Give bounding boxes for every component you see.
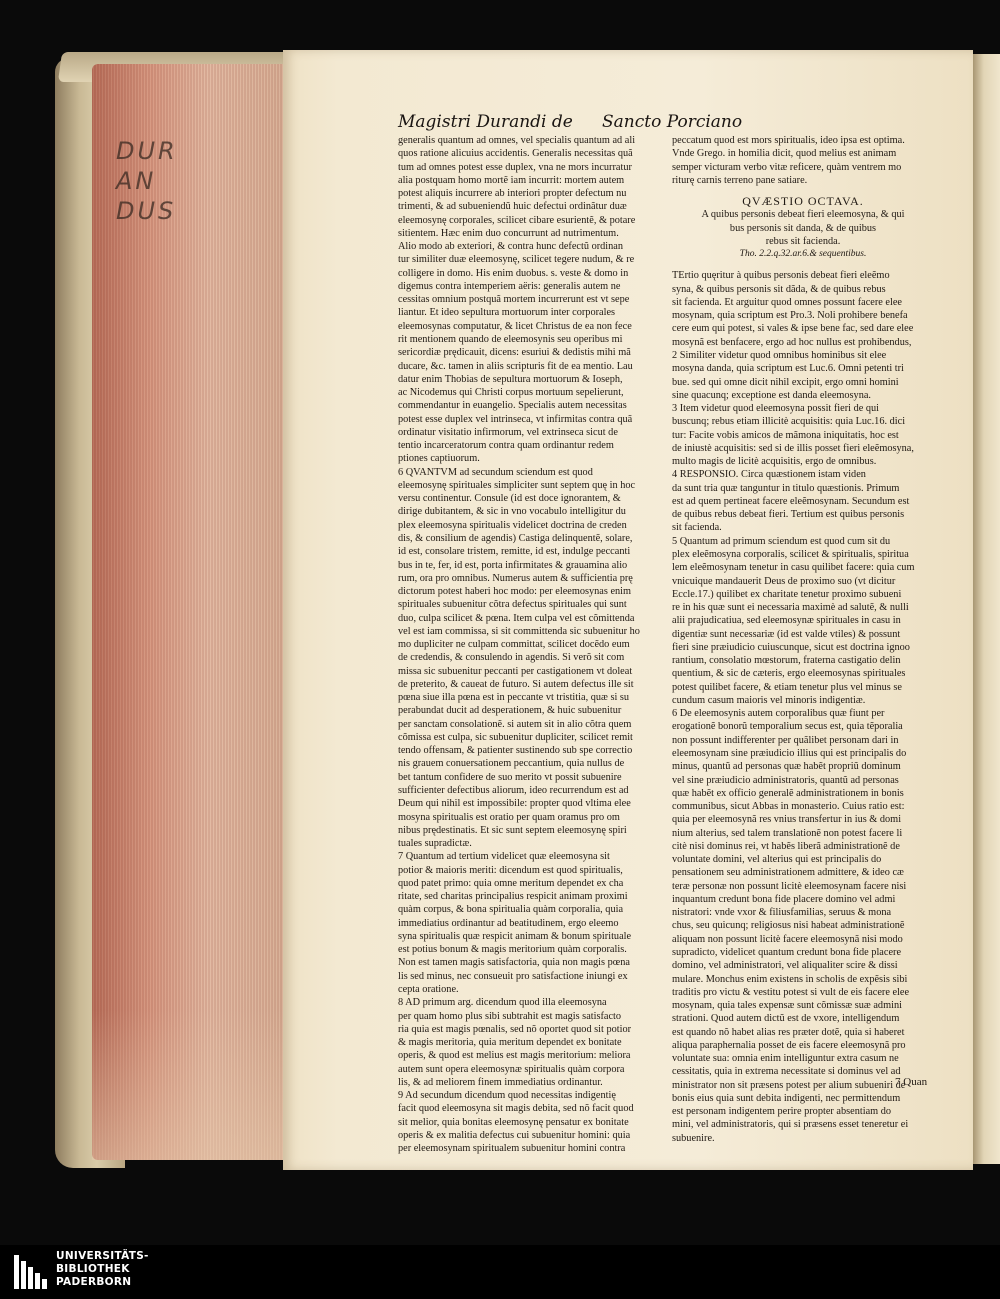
text-line: communibus, sicut Abbas in monasterio. Cuius ratio est: <box>672 801 905 813</box>
text-line: eleemosynam sine præiudicio illius qui est principalis do <box>672 747 907 759</box>
text-line: bus personis sit danda, & de quibus <box>729 222 877 234</box>
text-line: est personam indigentem perire propter absentiam do <box>672 1106 892 1118</box>
text-line: Vnde Grego. in homilia dicit, quod melius est animam <box>672 148 897 160</box>
left-text-column <box>398 134 662 1155</box>
text-line: nibus prędestinatis. Et sic sunt septem eleemosynę spiri <box>398 824 627 836</box>
text-line: versu continentur. Consule (id est doce ignorantem, & <box>398 493 621 505</box>
text-line: quia per eleemosynã res vnius transfertur in ius & domi <box>672 814 902 826</box>
text-line: cõmissa est culpa, sic subuenitur dupliciter, scilicet remit <box>398 731 633 743</box>
text-line: plex eleẽmosyna corporalis, scilicet & spiritualis, spiritua <box>672 549 909 560</box>
text-line: commendantur in euangelio. Specialis autem necessitas <box>398 400 627 412</box>
text-line: multo magis de licitè acquisitis, ergo de omnibus. <box>672 456 877 468</box>
text-line: operis, & quod est melius est magis meritorium: meliora <box>398 1050 631 1062</box>
text-line: lis, & ad meliorem finem immediatius ordinantur. <box>398 1076 603 1088</box>
text-line: 6 De eleemosynis autem corporalibus quæ fiunt per <box>672 708 885 720</box>
text-line: de quibus rebus debeat fieri. Tertium est quibus personis <box>672 509 905 521</box>
text-line: ptiones captiuorum. <box>398 453 480 465</box>
text-line: pœna siue illa pœna est in peccante vt tristitia, quæ si su <box>398 692 630 704</box>
text-line: da sunt tria quæ tanguntur in titulo quæstionis. Primum <box>672 482 900 494</box>
text-line: per eleemosynam spiritualem subuenitur homini contra <box>398 1143 626 1155</box>
text-line: cundum casum maioris vel minoris indigentiæ. <box>672 694 866 706</box>
text-line: 6 QVANTVM ad secundum sciendum est quod <box>398 466 593 478</box>
text-line: eleemosynę spirituales simpliciter sunt septem quę in hoc <box>398 479 636 491</box>
text-line: eleemosynę corporales, scilicet cibare esurientẽ, & potare <box>398 214 636 226</box>
page-fore-edge <box>92 64 287 1160</box>
university-library-logo-icon <box>12 1251 50 1293</box>
text-line: ac Nicodemus qui Christi corpus mortuum sepelierunt, <box>398 387 624 399</box>
text-line: immediatius ordinantur ad beatitudinem, ergo eleemo <box>398 917 619 929</box>
running-head-left: Magistri Durandi de <box>398 112 573 132</box>
text-line: tendo offensam, & patienter sustinendo sub spe correctio <box>398 745 633 757</box>
library-name-line3: PADERBORN <box>56 1276 132 1288</box>
text-line: minus, quantũ ad personas quæ habẽt propriũ dominum <box>672 761 901 773</box>
text-line: bonis eius quia sunt debita indigenti, nec permittendum <box>672 1092 901 1104</box>
text-line: cere eum qui potest, si vales & ipse bene fac, sed dare elee <box>672 323 914 335</box>
text-line: buscunq; rebus etiam illicitè acquisitis: quia Luc.16. dici <box>672 416 906 428</box>
text-line: ducare, &c. tamen in aliis scripturis fit de ea mentio. Lau <box>398 360 633 372</box>
text-line: tuales supradictæ. <box>398 838 472 850</box>
library-name-line2: BIBLIOTHEK <box>56 1263 130 1275</box>
text-line: sericordiæ prędicauit, dicens: esuriui & dedistis mihi mã <box>398 347 631 359</box>
library-name-line1: UNIVERSITÄTS- <box>56 1250 149 1262</box>
text-line: de preterito, & caueat de futuro. Si autem defectus ille sit <box>398 678 634 690</box>
text-line: peccatum quod est mors spiritualis, ideo ipsa est optima. <box>672 135 905 146</box>
library-name <box>56 1250 149 1289</box>
text-line: ria quia est magis pœnalis, sed nõ oportet quod sit potior <box>398 1023 632 1035</box>
text-line: potior & maioris meriti: dicendum est quod spiritualis, <box>398 864 623 876</box>
text-line: mosynam, quia tales expensæ sunt cõmissæ suæ admini <box>672 1000 902 1012</box>
text-line: alia postquam homo mortẽ iam incurrit: mortem autem <box>398 174 625 186</box>
text-line: bet tantum confidere de suo merito vt possit subuenire <box>398 771 622 783</box>
quaestio-title: QVÆSTIO OCTAVA. <box>742 194 864 209</box>
text-line: nis grauem conuersationem peccantium, quia nullus de <box>398 758 625 770</box>
text-line: operis & ex malitia defectus cui subuenitur homini: quia <box>398 1129 631 1141</box>
library-footer <box>0 1245 1000 1299</box>
text-line: spirituales subuenitur cõtra defectus spirituales qui sunt <box>398 599 627 611</box>
catchword: 7 Quan <box>895 1076 928 1088</box>
text-line: rit mentionem quando de eleemosynis seu operibus mi <box>398 333 623 345</box>
text-line: re in his quæ sunt ei necessaria maximè ad salutẽ, & nulli <box>672 602 909 614</box>
text-line: fieri sine præiudicio cuiuscunque, sicut est doctrina ignoo <box>672 641 910 653</box>
text-line: syna, & quibus personis sit dãda, & de quibus rebus <box>672 283 886 295</box>
text-line: duo, culpa scilicet & pœna. Item culpa vel est cõmittenda <box>398 612 635 624</box>
text-line: sitientem. Hæc enim duo concurrunt ad nutrimentum. <box>398 227 619 239</box>
text-line: eleemosynas computatur, & licet Christus de ea non fece <box>398 320 632 332</box>
text-line: generalis quantum ad omnes, vel specialis quantum ad ali <box>398 135 636 146</box>
text-line: voluntate domini, vel alterius qui est principalis do <box>672 854 882 866</box>
text-line: sit facienda. <box>672 522 722 534</box>
text-line: quentium, & sic de cæteris, ergo eleemosynas spirituales <box>672 668 906 680</box>
text-line: Alio modo ab exteriori, & contra hunc defectũ ordinan <box>398 241 624 253</box>
text-line: erogationẽ bonorũ temporalium secus est, quia tẽporalia <box>672 721 903 733</box>
text-line: nistratori: vnde vxor & filiusfamilias, seruus & mona <box>672 907 892 919</box>
text-line: datur enim Thobias de sepultura mortuorum & Ioseph, <box>398 373 623 385</box>
text-line: A quibus personis debeat fieri eleemosyna, & qui <box>701 209 905 221</box>
text-line: autem sunt opera eleemosynæ spiritualis quàm corpora <box>398 1063 625 1075</box>
text-line: Deum qui nihil est impossibile: propter quod vltima elee <box>398 798 631 810</box>
text-line: tum ad omnes potest esse duplex, vna ne mors incurratur <box>398 161 632 173</box>
text-line: vel est iam commissa, si sit committenda sic subuenitur ho <box>398 625 640 637</box>
quaestio-reference: Tho. 2.2.q.32.ar.6.& sequentibus. <box>739 249 867 260</box>
text-line: vel sine præiudicio administratoris, quantũ ad personas <box>672 774 899 786</box>
text-line: lis sed minus, nec consueuit pro satisfactione iniungi ex <box>398 970 628 982</box>
text-line: bus in te, fer, id est, porta infirmitates & grauamina alio <box>398 559 628 571</box>
text-line: vnicuique mandauerit Deus de proximo suo (vt dicitur <box>672 575 896 587</box>
text-line: mulare. Monchus enim existens in scholis de expẽsis sibi <box>672 973 908 985</box>
text-line: ordinatur visitatio infirmorum, vel extrinseca sicut de <box>398 426 618 438</box>
text-line: plex eleemosyna spiritualis videlicet doctrina de creden <box>398 519 627 531</box>
text-line: 8 AD primum arg. dicendum quod illa eleemosyna <box>398 997 607 1009</box>
text-line: subuenire. <box>672 1132 715 1144</box>
text-line: id est, consolare tristem, remitte, id est, indulge peccanti <box>398 546 631 558</box>
text-line: tentio incarceratorum contra quam ordinantur redem <box>398 440 614 452</box>
text-line: syna spiritualis quæ respicit animam & bonum spirituale <box>398 930 632 942</box>
text-line: sine quacunq; exceptione est danda eleemosyna. <box>672 389 871 401</box>
text-line: rantium, consolatio mœstorum, fraterna castigatio delin <box>672 655 901 667</box>
text-line: liantur. Et ideo sepultura mortuorum inter corporales <box>398 307 616 319</box>
text-line: de iniustè acquisitis: sed si de illis posset fieri eleẽmosyna, <box>672 442 914 454</box>
text-line: dis, & consilium de agendis) Castiga delinquentẽ, solare, <box>398 532 633 544</box>
text-line: chus, seu quicunq; religiosus nisi habeat administrationẽ <box>672 920 905 932</box>
right-column-continuation <box>672 134 934 187</box>
text-line: semper victuram verbo vitæ reficere, quàm ventrem mo <box>672 161 902 173</box>
text-line: mosyna danda, quia scriptum est Luc.6. Omni petenti tri <box>672 363 904 375</box>
text-line: sit facienda. Et arguitur quod omnes possunt facere elee <box>672 296 902 308</box>
text-line: est ad quem pertineat facere eleẽmosynam. Secundum est <box>672 495 910 507</box>
text-line: mini, vel administratoris, qui si præsens esset teneretur ei <box>672 1119 909 1131</box>
text-line: digemus contra intemperiem aëris: generalis autem ne <box>398 280 621 292</box>
text-line: per sanctam consolationẽ. si autem sit in alio cõtra quem <box>398 718 632 730</box>
text-line: lem eleẽmosynam tenetur in casu quilibet facere: quia cum <box>672 562 915 574</box>
text-line: potest aliquis incurrere ab interiori propter defectum nu <box>398 188 627 200</box>
facing-page-edge <box>973 54 1000 1164</box>
text-line: quod patet primo: quia omne meritum dependet ex cha <box>398 877 624 889</box>
text-line: potest quilibet facere, & etiam tenetur plus vel minus se <box>672 681 902 693</box>
text-line: aliqua paraphernalia posset de eis facere eleemosynã pro <box>672 1039 906 1051</box>
text-line: est potius bonum & magis meritorium quàm corporalis. <box>398 944 627 956</box>
text-line: riturę carnis terreno pane satiare. <box>672 174 808 186</box>
text-line: ritate, sed charitas principalius respicit animam proximi <box>398 891 628 903</box>
text-line: quæ habẽt ex officio generalẽ administrationem in bonis <box>672 787 904 799</box>
text-line: inquantum credunt bona fide placere domino vel admi <box>672 893 896 905</box>
text-line: rebus sit facienda. <box>765 235 841 247</box>
text-line: pensationem seu administrationem admittere, & ideo cæ <box>672 867 904 879</box>
text-line: 9 Ad secundum dicendum quod necessitas indigentię <box>398 1090 616 1102</box>
text-line: dictorum potest haberi hoc modo: per eleemosynas enim <box>398 586 632 598</box>
text-line: per quam homo plus sibi subtrahit est magis satisfacto <box>398 1010 622 1022</box>
text-line: quos ratione alicuius accidentis. Generalis necessitas quã <box>398 148 633 160</box>
right-text-column <box>672 134 934 1145</box>
text-line: strationi. Quod autem dictũ est de vxore, intelligendum <box>672 1013 900 1025</box>
text-line: citè nisi dominus rei, vt habẽs liberã administrationẽ de <box>672 840 900 852</box>
text-line: quàm corpus, & bona spiritualia quàm corporalia, quia <box>398 904 624 916</box>
text-line: 5 Quantum ad primum sciendum est quod cum sit du <box>672 535 891 547</box>
text-line: mosynam, quia scriptum est Pro.3. Noli prohibere benefa <box>672 310 908 322</box>
text-line: TErtio quęritur à quibus personis debeat fieri eleẽmo <box>672 270 890 282</box>
text-line: cessitatis, quia in extrema necessitate si dominus vel ad <box>672 1066 901 1078</box>
quaestio-subtitle <box>672 208 934 248</box>
text-line: rum, ora pro omnibus. Numerus autem & sufficientia prę <box>398 572 633 584</box>
text-line: 3 Item videtur quod eleemosyna possit fieri de qui <box>672 403 880 415</box>
text-line: missa sic subuenitur peccanti per castigationem vt doleat <box>398 665 633 677</box>
text-line: traditis pro victu & vestitu potest si vult de eis facere elee <box>672 986 910 998</box>
text-line: & magis meritoria, quia meritum dependet ex bonitate <box>398 1037 622 1049</box>
text-line: dirige dubitantem, & sic in vno vocabulo intelligitur du <box>398 506 626 518</box>
text-line: 2 Similiter videtur quod omnibus hominibus sit elee <box>672 350 887 362</box>
text-line: sit melior, quia bonitas eleemosynę pensatur ex bonitate <box>398 1116 629 1128</box>
text-line: digentiæ sunt necessariæ (id est valde vtiles) & possunt <box>672 628 901 640</box>
text-line: Eccle.17.) quilibet ex charitate tenetur proximo subueni <box>672 588 902 600</box>
text-line: cessitas omnium postquã mortem incurrerunt est vt sepe <box>398 294 630 306</box>
text-line: est quando nõ habet alias res præter dotẽ, quia si haberet <box>672 1026 905 1038</box>
text-line: trimenti, & ad subueniendũ huic defectui ordinãtur duæ <box>398 201 627 213</box>
text-line: mosyna spiritualis est oratio per quam oramus pro om <box>398 811 620 823</box>
text-line: potest esse duplex vel intrinseca, vt infirmitas contra quã <box>398 413 633 425</box>
edge-inscription: DUR AN DUS <box>116 137 178 225</box>
running-head-right: Sancto Porciano <box>602 112 743 132</box>
text-line: supradicto, videlicet quantum credunt bona fide placere <box>672 946 902 958</box>
text-line: de credendis, & consulendo in agendis. Si verõ sit com <box>398 652 625 664</box>
text-line: colligere in domo. His enim duobus. s. veste & domo in <box>398 267 629 279</box>
text-line: voluntate sua: omnia enim intelliguntur extra casum ne <box>672 1053 899 1065</box>
text-line: bue. sed qui omne dicit nihil excipit, ergo omni homini <box>672 376 899 388</box>
text-line: 4 RESPONSIO. Circa quæstionem istam viden <box>672 469 866 481</box>
text-line: teræ personæ non possunt licitè eleemosynam facere nisi <box>672 880 907 892</box>
text-line: facit quod eleemosyna sit magis debita, sed nõ facit quod <box>398 1103 634 1115</box>
text-line: 7 Quantum ad tertium videlicet quæ eleemosyna sit <box>398 851 610 863</box>
text-line: perabundat ducit ad desperationem, & huic subuenitur <box>398 705 622 717</box>
text-line: domino, vel administratori, vel aliqualiter scire & dissi <box>672 960 898 972</box>
text-line: mosynã est benfacere, ergo ad hoc nullus est prohibendus, <box>672 336 912 348</box>
text-line: cepta oratione. <box>398 984 459 995</box>
text-line: aliquam non possunt licitè facere eleemosynã nisi modo <box>672 933 903 945</box>
text-line: non possunt indifferenter per quãlibet personam dari in <box>672 734 899 746</box>
text-line: ministrator non sit præsens potest per alium subueniri de <box>672 1079 906 1091</box>
text-line: alii prajudicatiua, sed eleemosynæ spirituales in casu in <box>672 615 901 627</box>
text-line: Non est tamen magis satisfactoria, quia non magis pœna <box>398 957 630 969</box>
text-line: tur: Facite vobis amicos de mãmona iniquitatis, hoc est <box>672 429 899 441</box>
right-column-body <box>672 269 934 1145</box>
text-line: nium alterius, sed talem translationẽ non potest facere li <box>672 827 903 839</box>
text-line: tur similiter duæ eleemosynę, scilicet tegere nudum, & re <box>398 254 635 266</box>
text-line: sufficienter defectibus aliorum, ideo recurrendum est ad <box>398 785 629 797</box>
text-line: mo dupliciter ne culpam committat, scilicet docẽdo eum <box>398 639 630 651</box>
